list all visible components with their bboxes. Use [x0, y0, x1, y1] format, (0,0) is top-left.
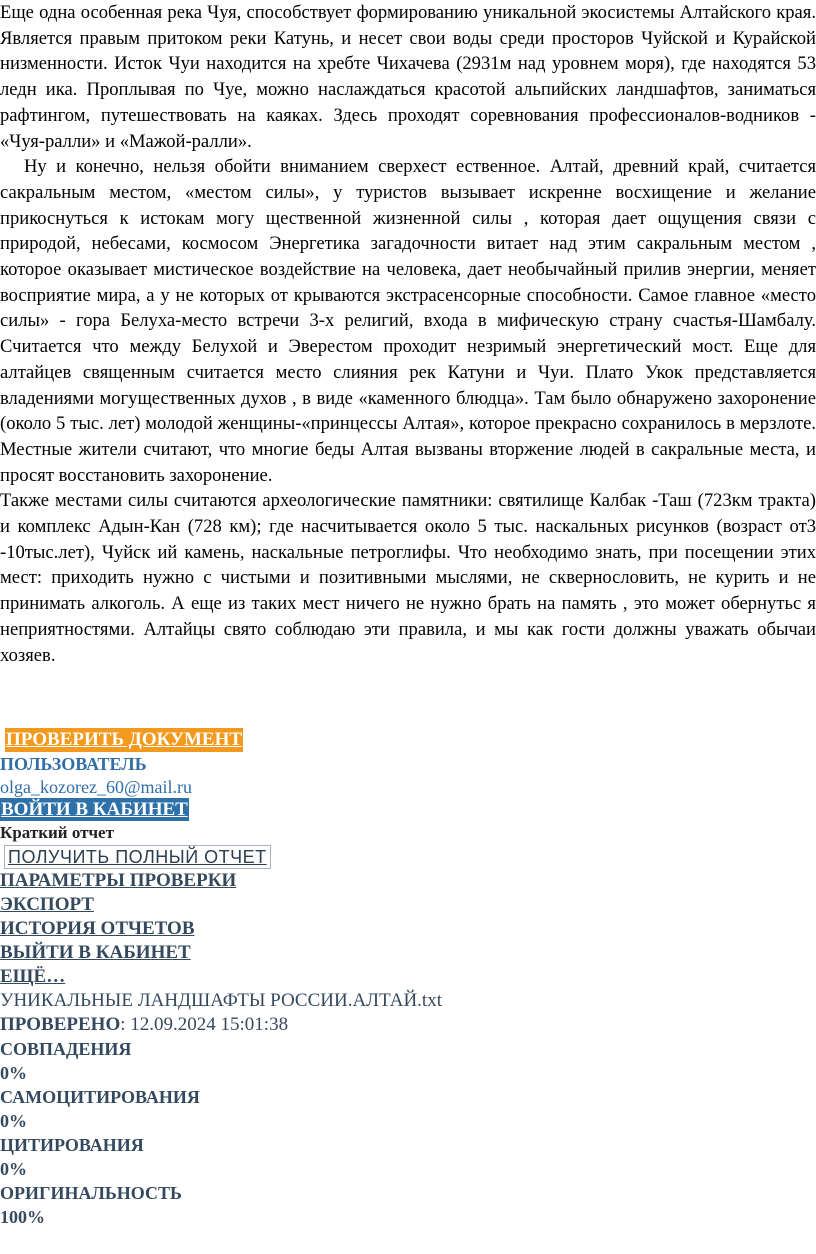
- stat-self-citation-title: САМОЦИТИРОВАНИЯ: [0, 1087, 200, 1107]
- stat-citation-title: ЦИТИРОВАНИЯ: [0, 1135, 144, 1155]
- stat-originality-title: ОРИГИНАЛЬНОСТЬ: [0, 1183, 182, 1203]
- user-email: olga_kozorez_60@mail.ru: [0, 777, 193, 797]
- file-name: УНИКАЛЬНЫЕ ЛАНДШАФТЫ РОССИИ.АЛТАЙ.txt: [0, 990, 442, 1011]
- user-label: ПОЛЬЗОВАТЕЛЬ: [0, 754, 147, 774]
- paragraph-chuya: Еще одна особенная река Чуя, способствует формированию уникальной экосистемы Алтайского края. Является правым притоком реки Катунь, и несет свои воды среди просторов Чуйской и Курайской низменности. Исток Чуи находится на хребте Чихачева (2931м над уровнем моря), где находятся 53 ледн ика. Проплывая по Чуе, можно наслаждаться красотой альпийских ландшафтов, заниматься рафтингом, путешествовать на каяках. Здесь проходят соревнования профессионалов-водников - «Чуя-ралли» и «Мажой-ралли».: [0, 2, 816, 152]
- paragraph-archaeology: Также местами силы считаются археологические памятники: святилище Калбак -Таш (723км тракта) и комплекс Адын-Кан (728 км); где насчитывается около 5 тыс. наскальных рисунков (возраст от3 -10тыс.лет), Чуйск ий камень, наскальные петроглифы. Что необходимо знать, при посещении этих мест: приходить нужно с чистыми и позитивными мыслями, не сквернословить, не курить и не принимать алкоголь. А еще из таких мест ничего не нужно брать на память , это может обернутьс я неприятностями. Алтайцы свято соблюдаю эти правила, и мы как гости должны уважать обычаи хозяев.: [0, 490, 816, 666]
- stat-citation-value: 0%: [0, 1159, 27, 1179]
- full-report-button[interactable]: ПОЛУЧИТЬ ПОЛНЫЙ ОТЧЕТ: [4, 845, 271, 869]
- stat-matches-title: СОВПАДЕНИЯ: [0, 1039, 132, 1059]
- checked-label: ПРОВЕРЕНО: [0, 1014, 121, 1035]
- paragraph-sacral-places: Ну и конечно, нельзя обойти вниманием сверхест ественное. Алтай, древний край, считается сакральным местом, «местом силы», у туристов вызывает искренне восхищение и желание прикоснуться к истокам могу щественной жизненной силы , которая дает ощущения связи с природой, небесами, космосом Энергетика загадочности витает над этим сакральным местом , которое оказывает мистическое воздействие на человека, дает необычайный прилив энергии, меняет восприятие мира, а у не которых от крываются экстрасенсорные способности. Самое главное «место силы» - гора Белуха-место встречи 3-х религий, входа в мифическую страну счастья-Шамбалу. Считается что между Белухой и Эверестом проходит незримый энергетический мост. Еще для алтайцев священным считается место слияния рек Катуни и Чуи. Плато Укок представляется владениями могущественных духов , в виде «каменного блюдца». Там было обнаружено захоронение (около 5 тыс. лет) молодой женщины-«принцессы Алтая», которое прекрасно сохранилось в мерзлоте. Местные жители считают, что многие беды Алтая вызваны вторжение людей в сакральные места, и просят восстановить захоронение.: [0, 156, 816, 486]
- checked-line: [0, 1013, 816, 1037]
- menu-report-history[interactable]: ИСТОРИЯ ОТЧЕТОВ: [0, 918, 195, 939]
- check-document-button[interactable]: ПРОВЕРИТЬ ДОКУМЕНТ: [6, 729, 243, 750]
- stat-originality-value: 100%: [0, 1207, 45, 1227]
- menu-check-params[interactable]: ПАРАМЕТРЫ ПРОВЕРКИ: [0, 870, 237, 891]
- login-button[interactable]: ВОЙТИ В КАБИНЕТ: [1, 799, 188, 820]
- checked-date: : 12.09.2024 15:01:38: [120, 1014, 289, 1035]
- menu-logout[interactable]: ВЫЙТИ В КАБИНЕТ: [0, 942, 191, 963]
- menu-export[interactable]: ЭКСПОРТ: [0, 894, 94, 915]
- menu-more[interactable]: ЕЩЁ…: [0, 966, 66, 987]
- report-panel: [0, 726, 816, 1229]
- stat-matches-value: 0%: [0, 1063, 27, 1083]
- stat-self-citation-value: 0%: [0, 1111, 27, 1131]
- short-report-label: Краткий отчет: [0, 823, 114, 842]
